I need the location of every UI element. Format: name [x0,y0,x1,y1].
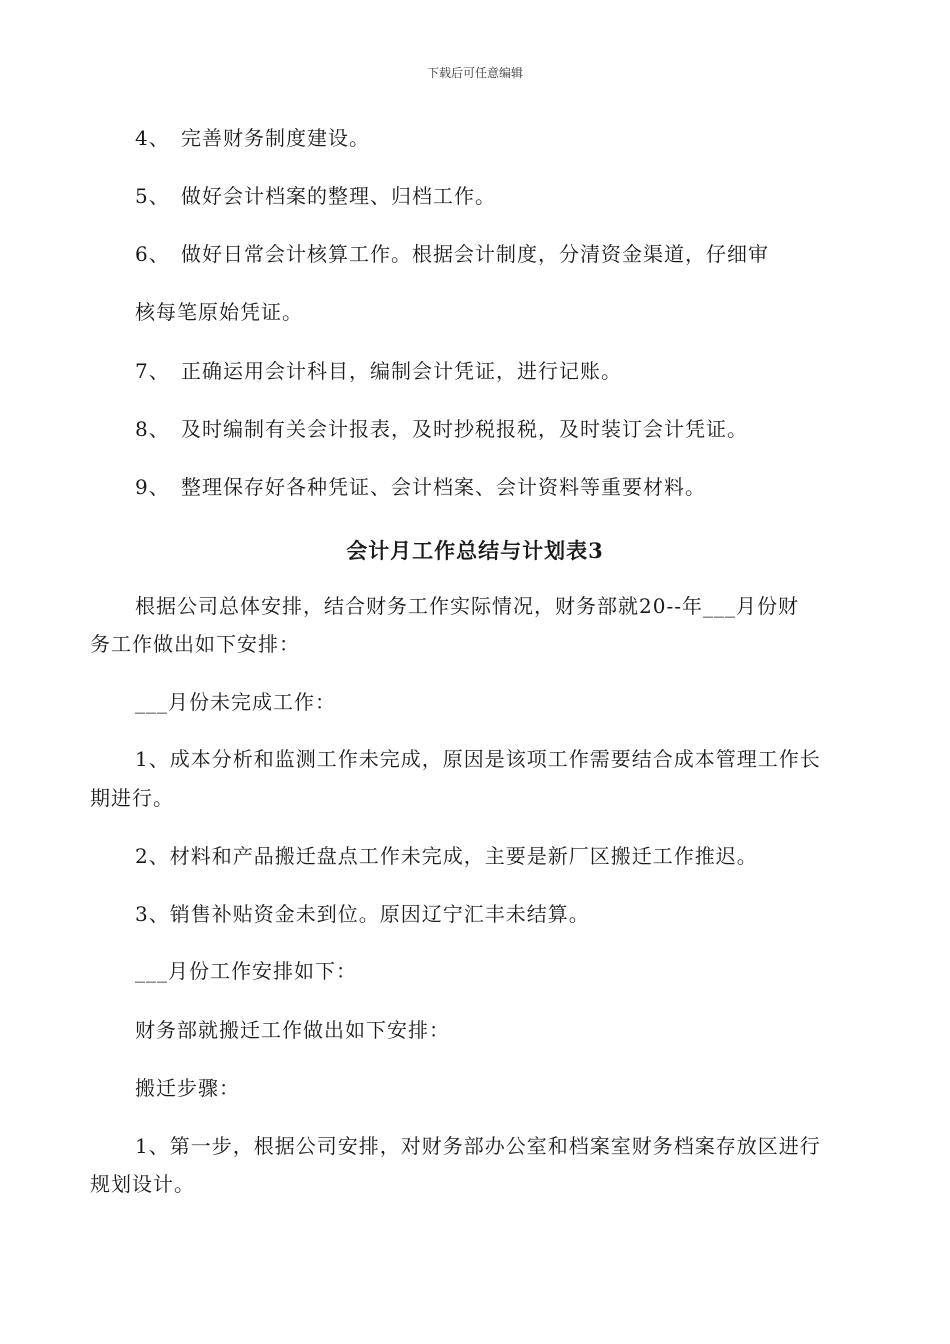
list-item-number: 5、 [135,184,170,208]
paragraph-line: 财务部就搬迁工作做出如下安排： [135,1018,450,1042]
paragraph-line: 2、材料和产品搬迁盘点工作未完成，主要是新厂区搬迁工作推迟。 [135,844,758,868]
section-title: 会计月工作总结与计划表3 [346,538,604,563]
paragraph-line: 期进行。 [90,786,174,810]
list-item-text: 及时编制有关会计报表，及时抄税报税，及时装订会计凭证。 [181,417,748,441]
paragraph-line: 1、成本分析和监测工作未完成，原因是该项工作需要结合成本管理工作长 [135,747,821,771]
list-item [135,126,370,150]
list-item-number: 6、 [135,242,170,266]
list-item-text: 完善财务制度建设。 [181,126,370,150]
list-item-text: 做好日常会计核算工作。根据会计制度，分清资金渠道，仔细审 [181,242,769,266]
list-item [135,417,748,441]
paragraph-line: 务工作做出如下安排： [90,632,300,656]
list-item [135,242,769,266]
list-item-number: 4、 [135,126,170,150]
list-item-number: 9、 [135,475,170,499]
list-item-text: 整理保存好各种凭证、会计档案、会计资料等重要材料。 [181,475,706,499]
list-item [135,359,622,383]
list-item [135,475,706,499]
list-item [135,184,496,208]
paragraph-line: 搬迁步骤： [135,1076,240,1100]
list-item-text: 正确运用会计科目，编制会计凭证，进行记账。 [181,359,622,383]
paragraph-line: ___月份未完成工作： [135,690,336,714]
list-item-continuation [135,300,303,324]
paragraph-line: 1、第一步，根据公司安排，对财务部办公室和档案室财务档案存放区进行 [135,1134,821,1158]
paragraph-line: 3、销售补贴资金未到位。原因辽宁汇丰未结算。 [135,902,590,926]
list-item-text: 核每笔原始凭证。 [135,300,303,324]
page-header: 下载后可任意编辑 [426,66,523,80]
list-item-number: 7、 [135,359,170,383]
list-item-number: 8、 [135,417,170,441]
list-item-text: 做好会计档案的整理、归档工作。 [181,184,496,208]
paragraph-line: 根据公司总体安排，结合财务工作实际情况，财务部就20--年___月份财 [135,594,799,618]
paragraph-line: 规划设计。 [90,1172,195,1196]
paragraph-line: ___月份工作安排如下： [135,959,357,983]
